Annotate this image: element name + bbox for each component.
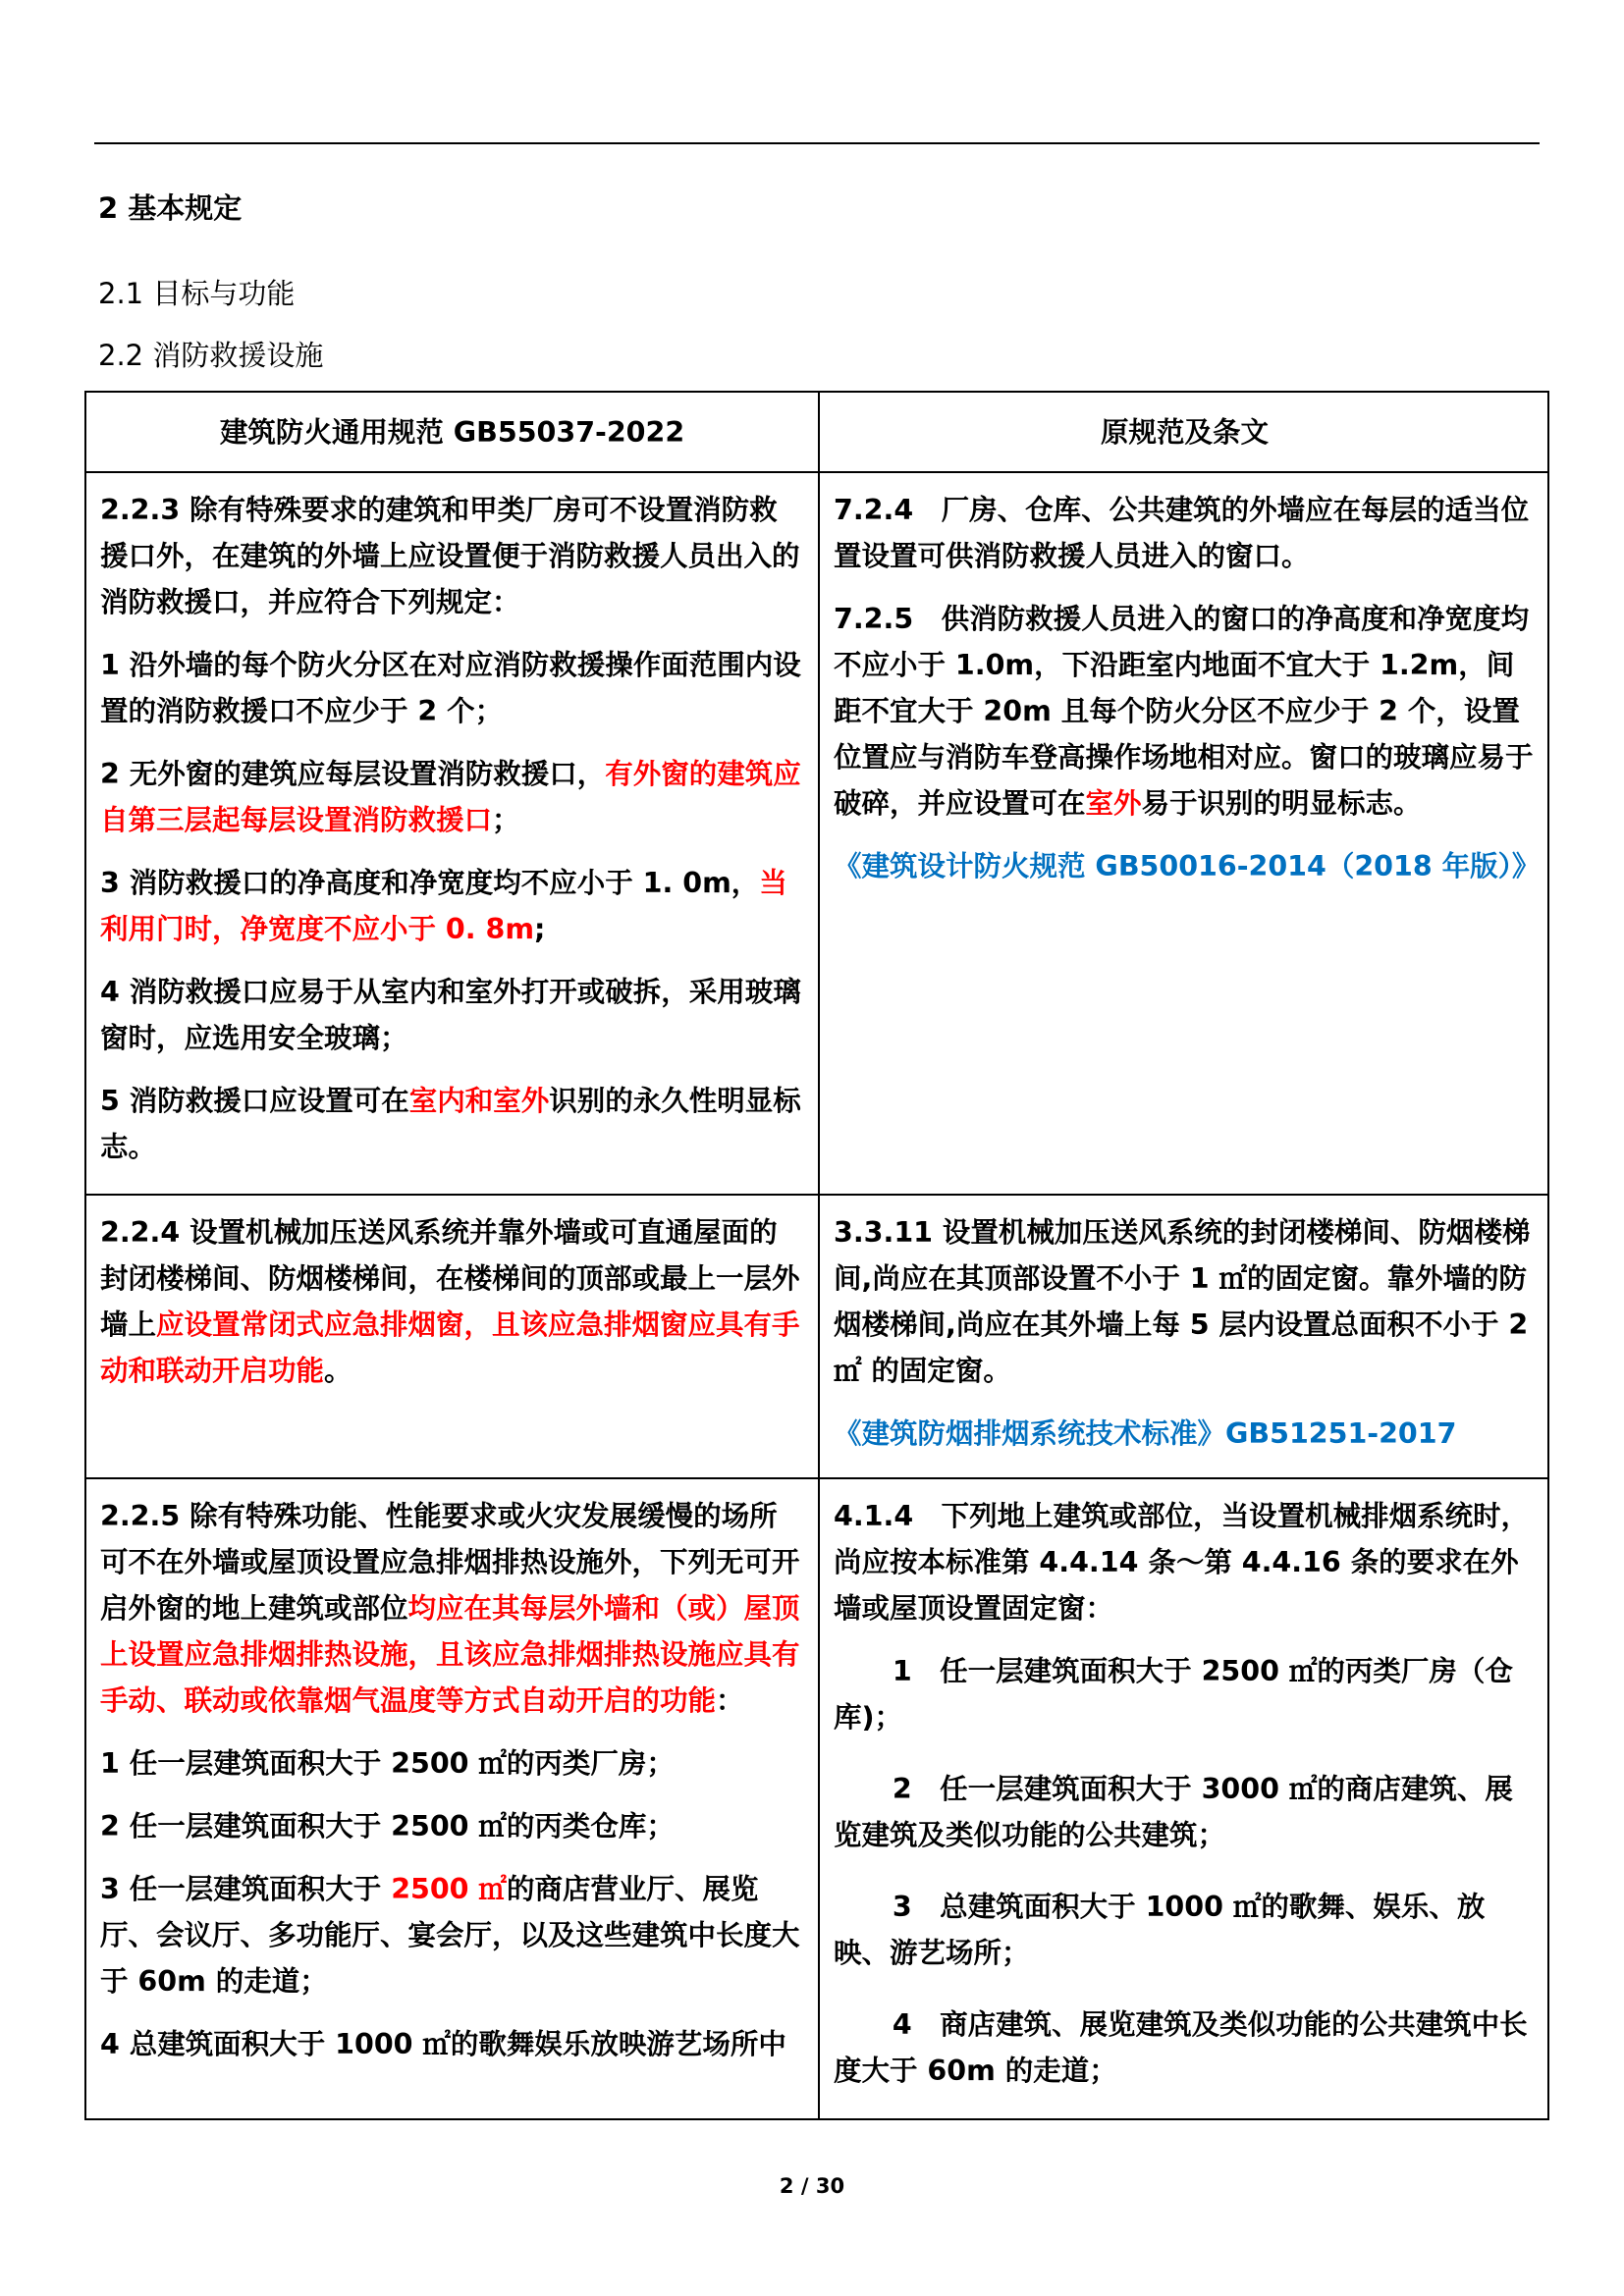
- clause-paragraph: [100, 487, 804, 625]
- subsection-heading-2-2: 2.2 消防救援设施: [98, 339, 324, 372]
- clause-text: 3 总建筑面积大于 1000 ㎡的歌舞、娱乐、放映、游艺场所；: [834, 1891, 1486, 1969]
- header-rule: [94, 142, 1540, 144]
- comparison-table: [84, 391, 1549, 2120]
- subsection-heading-2-1: 2.1 目标与功能: [98, 277, 296, 310]
- clause-text: 2 无外窗的建筑应每层设置消防救援口，: [100, 758, 606, 790]
- table-cell-left: [86, 1479, 818, 2118]
- header-cell-new-code: [86, 393, 818, 471]
- table-cell-left: [86, 473, 818, 1194]
- page-number: 2 / 30: [779, 2174, 845, 2198]
- highlighted-text: 有外窗的建筑应自第三层起每层设置消防救援口: [100, 758, 801, 836]
- table-cell-left: [86, 1196, 818, 1477]
- clause-paragraph: [100, 1740, 804, 1787]
- clause-text: 4.1.4 下列地上建筑或部位，当设置机械排烟系统时，尚应按本标准第 4.4.14 条～第 4.4.16 条的要求在外墙或屋顶设置固定窗：: [834, 1500, 1530, 1625]
- source-citation: 《建筑设计防火规范 GB50016-2014（2018 年版）》: [834, 850, 1541, 882]
- clause-paragraph: [100, 1803, 804, 1849]
- clause-paragraph: [834, 1766, 1536, 1858]
- clause-paragraph: [834, 1209, 1536, 1394]
- clause-text: 4 商店建筑、展览建筑及类似功能的公共建筑中长度大于 60m 的走道；: [834, 2008, 1528, 2087]
- clause-text: 的商店营业厅、展览厅、会议厅、多功能厅、宴会厅，以及这些建筑中长度大于 60m 的走道；: [100, 1873, 800, 1998]
- clause-text: 3 任一层建筑面积大于: [100, 1873, 392, 1905]
- clause-text: 识别的永久性明显标志。: [100, 1085, 801, 1163]
- header-label: 建筑防火通用规范 GB55037-2022: [219, 415, 685, 449]
- clause-text: 1 任一层建筑面积大于 2500 ㎡的丙类厂房（仓库)；: [834, 1655, 1513, 1734]
- clause-paragraph: [100, 1493, 804, 1724]
- clause-paragraph: [100, 2021, 804, 2067]
- highlighted-text: 均应在其每层外墙和（或）屋顶上设置应急排烟排热设施，且该应急排烟排热设施应具有手动、联动或依靠烟气温度等方式自动开启的功能: [100, 1592, 800, 1717]
- clause-text: 2.2.5 除有特殊功能、性能要求或火灾发展缓慢的场所可不在外墙或屋顶设置应急排烟排热设施外，下列无可开启外窗的地上建筑或部位: [100, 1500, 800, 1625]
- highlighted-text: 室内和室外: [408, 1085, 550, 1117]
- clause-text: 2 任一层建筑面积大于 2500 ㎡的丙类仓库；: [100, 1810, 675, 1842]
- clause-paragraph: [834, 487, 1536, 579]
- clause-paragraph: [834, 843, 1541, 889]
- clause-paragraph: [834, 1648, 1536, 1740]
- clause-paragraph: [834, 2002, 1536, 2094]
- clause-text: 2 任一层建筑面积大于 3000 ㎡的商店建筑、展览建筑及类似功能的公共建筑；: [834, 1773, 1513, 1851]
- clause-text: 7.2.4 厂房、仓库、公共建筑的外墙应在每层的适当位置设置可供消防救援人员进入的窗口。: [834, 494, 1530, 572]
- table-cell-right: [820, 473, 1549, 1194]
- clause-paragraph: [100, 1078, 804, 1170]
- clause-paragraph: [100, 969, 804, 1061]
- clause-text: ：: [716, 1684, 744, 1717]
- clause-text: ；: [492, 804, 520, 836]
- highlighted-text: 应设置常闭式应急排烟窗，且该应急排烟窗应具有手动和联动开启功能: [100, 1308, 800, 1387]
- table-cell-right: [820, 1196, 1549, 1477]
- source-citation: 《建筑防烟排烟系统技术标准》GB51251-2017: [834, 1417, 1457, 1450]
- clause-text: 3 消防救援口的净高度和净宽度均不应小于 1. 0m，: [100, 867, 760, 899]
- clause-text: 4 消防救援口应易于从室内和室外打开或破拆，采用玻璃窗时，应选用安全玻璃；: [100, 976, 801, 1054]
- highlighted-text: 2500 ㎡: [391, 1873, 507, 1905]
- header-label: 原规范及条文: [1100, 415, 1269, 449]
- clause-text: 3.3.11 设置机械加压送风系统的封闭楼梯间、防烟楼梯间,尚应在其顶部设置不小于 1 ㎡的固定窗。靠外墙的防烟楼梯间,尚应在其外墙上每 5 层内设置总面积不小于 2 ㎡ 的固定窗。: [834, 1216, 1531, 1387]
- clause-text: 7.2.5 供消防救援人员进入的窗口的净高度和净宽度均不应小于 1.0m，下沿距室内地面不宜大于 1.2m，间距不宜大于 20m 且每个防火分区不应少于 2 个，设置位置应与消防车登高操作场地相对应。窗口的玻璃应易于破碎，并应设置可在: [834, 603, 1534, 820]
- clause-text: 1 沿外墙的每个防火分区在对应消防救援操作面范围内设置的消防救援口不应少于 2 个；: [100, 649, 801, 727]
- clause-text: ;: [534, 913, 546, 945]
- clause-paragraph: [834, 596, 1536, 827]
- clause-text: 4 总建筑面积大于 1000 ㎡的歌舞娱乐放映游艺场所中: [100, 2028, 786, 2060]
- clause-paragraph: [100, 1866, 804, 2004]
- clause-paragraph: [100, 642, 804, 734]
- clause-paragraph: [834, 1411, 1536, 1457]
- clause-paragraph: [100, 1209, 804, 1394]
- table-cell-right: [820, 1479, 1549, 2118]
- clause-paragraph: [100, 860, 804, 952]
- clause-text: 2.2.4 设置机械加压送风系统并靠外墙或可直通屋面的封闭楼梯间、防烟楼梯间，在楼梯间的顶部或最上一层外墙上: [100, 1216, 800, 1341]
- section-heading: 2 基本规定: [98, 191, 243, 225]
- highlighted-text: 当利用门时，净宽度不应小于 0. 8m: [100, 867, 787, 945]
- clause-text: 5 消防救援口应设置可在: [100, 1085, 409, 1117]
- highlighted-text: 室外: [1085, 787, 1142, 820]
- clause-paragraph: [834, 1884, 1536, 1976]
- clause-text: 。: [324, 1355, 352, 1387]
- clause-text: 易于识别的明显标志。: [1141, 787, 1422, 820]
- clause-paragraph: [100, 751, 804, 843]
- clause-text: 2.2.3 除有特殊要求的建筑和甲类厂房可不设置消防救援口外，在建筑的外墙上应设置便于消防救援人员出入的消防救援口，并应符合下列规定：: [100, 494, 800, 618]
- header-cell-old-code: [820, 393, 1549, 471]
- clause-text: 1 任一层建筑面积大于 2500 ㎡的丙类厂房；: [100, 1747, 675, 1780]
- clause-paragraph: [834, 1493, 1536, 1631]
